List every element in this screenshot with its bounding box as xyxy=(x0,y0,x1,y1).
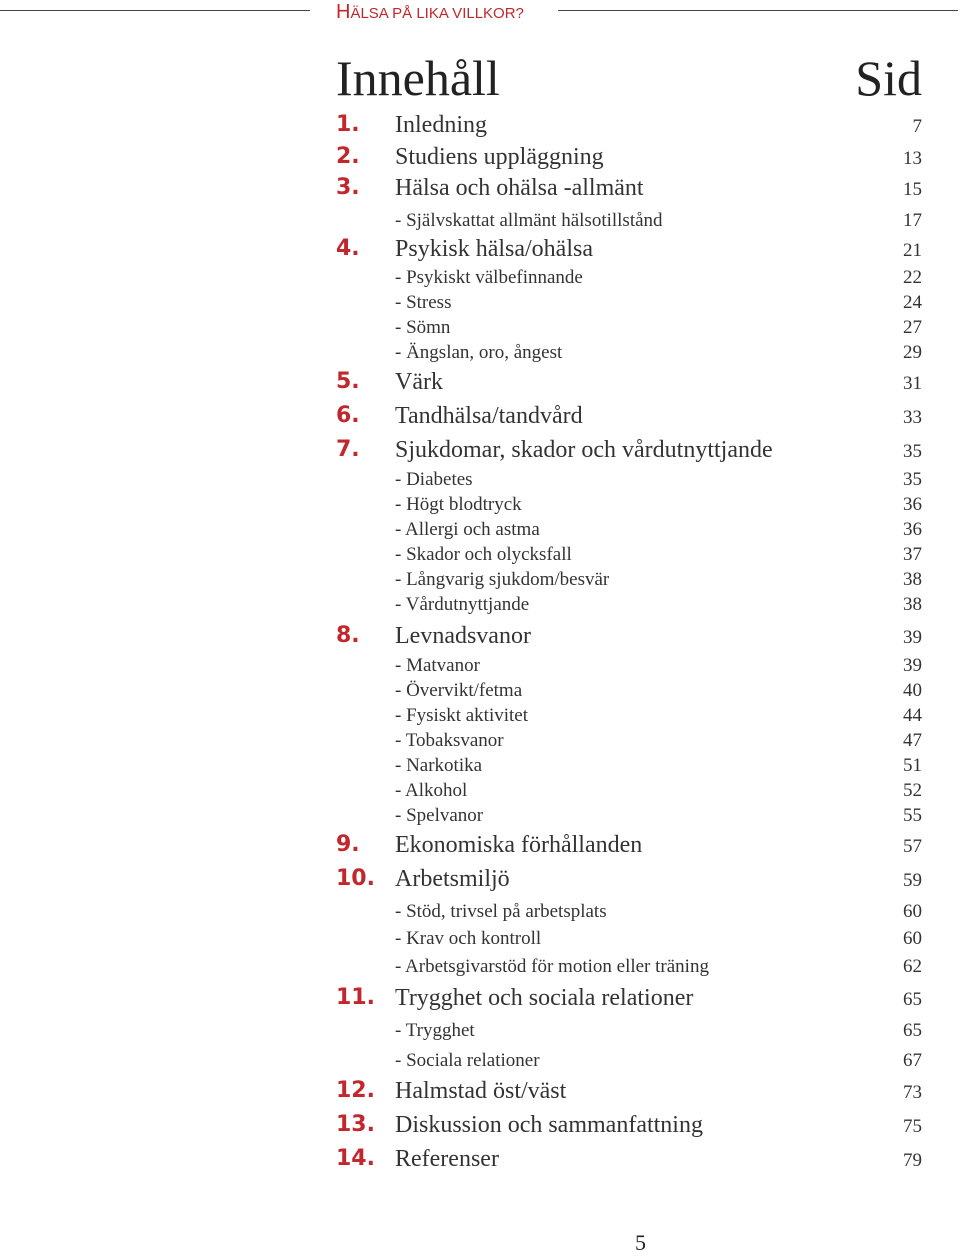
toc-entry-page: 35 xyxy=(903,469,922,490)
toc-entry-label: Värk xyxy=(395,369,443,395)
toc-entry-page: 59 xyxy=(903,870,922,891)
toc-subentry[interactable] xyxy=(0,924,960,954)
toc-entry[interactable] xyxy=(0,367,960,397)
toc-entry-number: 9. xyxy=(336,832,360,857)
toc-entry-page: 57 xyxy=(903,836,922,857)
toc-entry-number: 2. xyxy=(336,144,360,169)
toc-entry-page: 17 xyxy=(903,210,922,231)
toc-entry-page: 40 xyxy=(903,680,922,701)
toc-entry-label: Referenser xyxy=(395,1146,499,1172)
toc-entry-page: 22 xyxy=(903,267,922,288)
toc-entry-label: Diskussion och sammanfattning xyxy=(395,1112,703,1138)
toc-entry-label: - Spelvanor xyxy=(395,805,484,826)
toc-entry-label: - Högt blodtryck xyxy=(395,494,522,515)
toc-entry-label: - Psykiskt välbefinnande xyxy=(395,267,583,288)
toc-entry-label: - Trygghet xyxy=(395,1020,475,1041)
toc-entry-page: 36 xyxy=(903,494,922,515)
toc-entry-number: 6. xyxy=(336,403,360,428)
toc-entry-page: 51 xyxy=(903,755,922,776)
toc-entry-label: - Allergi och astma xyxy=(395,519,540,540)
toc-entry-label: - Ängslan, oro, ångest xyxy=(395,342,563,363)
header-rule-left xyxy=(0,10,310,11)
toc-subentry[interactable] xyxy=(0,1016,960,1046)
toc-entry[interactable] xyxy=(0,1110,960,1140)
toc-entry-label: - Långvarig sjukdom/besvär xyxy=(395,569,610,590)
toc-entry-number: 5. xyxy=(336,369,360,394)
toc-entry-number: 1. xyxy=(336,112,360,137)
toc-entry-label: - Krav och kontroll xyxy=(395,928,542,949)
toc-entry[interactable] xyxy=(0,435,960,465)
toc-entry-label: Tandhälsa/tandvård xyxy=(395,403,583,429)
toc-entry[interactable] xyxy=(0,830,960,860)
toc-entry-page: 75 xyxy=(903,1116,922,1137)
toc-entry-page: 33 xyxy=(903,407,922,428)
toc-entry-label: - Stöd, trivsel på arbetsplats xyxy=(395,901,607,922)
toc-entry-label: - Narkotika xyxy=(395,755,483,776)
toc-subentry[interactable] xyxy=(0,897,960,927)
toc-entry-page: 38 xyxy=(903,569,922,590)
toc-entry-number: 11. xyxy=(336,985,375,1010)
toc-entry[interactable] xyxy=(0,1144,960,1174)
toc-entry-label: - Tobaksvanor xyxy=(395,730,504,751)
toc-entry[interactable] xyxy=(0,234,960,264)
toc-entry-page: 47 xyxy=(903,730,922,751)
toc-entry[interactable] xyxy=(0,173,960,203)
toc-entry-page: 31 xyxy=(903,373,922,394)
toc-entry[interactable] xyxy=(0,864,960,894)
toc-entry-label: - Sömn xyxy=(395,317,451,338)
toc-subentry[interactable] xyxy=(0,206,960,236)
toc-subentry[interactable] xyxy=(0,952,960,982)
toc-entry[interactable] xyxy=(0,621,960,651)
toc-entry-number: 7. xyxy=(336,437,360,462)
toc-entry-page: 62 xyxy=(903,956,922,977)
toc-entry-page: 44 xyxy=(903,705,922,726)
toc-entry-number: 12. xyxy=(336,1078,375,1103)
toc-entry-label: Studiens uppläggning xyxy=(395,144,604,170)
toc-entry[interactable] xyxy=(0,983,960,1013)
toc-entry-label: - Arbetsgivarstöd för motion eller träning xyxy=(395,956,709,977)
toc-entry-page: 52 xyxy=(903,780,922,801)
toc-entry-label: - Stress xyxy=(395,292,452,313)
toc-entry-page: 7 xyxy=(912,116,922,137)
toc-heading: Innehåll xyxy=(336,50,500,106)
toc-entry-page: 35 xyxy=(903,441,922,462)
toc-entry-label: Ekonomiska förhållanden xyxy=(395,832,643,858)
toc-entry-label: Trygghet och sociala relationer xyxy=(395,985,694,1011)
toc-entry-label: - Skador och olycksfall xyxy=(395,544,572,565)
toc-entry-page: 65 xyxy=(903,989,922,1010)
toc-entry-number: 13. xyxy=(336,1112,375,1137)
toc-entry-page: 39 xyxy=(903,655,922,676)
toc-entry[interactable] xyxy=(0,1076,960,1106)
toc-entry-page: 65 xyxy=(903,1020,922,1041)
toc-entry-label: Arbetsmiljö xyxy=(395,866,510,892)
running-header-initial: H xyxy=(336,1,351,23)
toc-entry-page: 13 xyxy=(903,148,922,169)
toc-entry-page: 27 xyxy=(903,317,922,338)
header-rule-right xyxy=(558,10,958,11)
toc-entry-label: Hälsa och ohälsa -allmänt xyxy=(395,175,644,201)
toc-entry-label: - Diabetes xyxy=(395,469,473,490)
running-header-rest: ÄLSA PÅ LIKA VILLKOR? xyxy=(350,5,524,22)
toc-entry-page: 37 xyxy=(903,544,922,565)
toc-entry[interactable] xyxy=(0,110,960,140)
toc-entry-page: 24 xyxy=(903,292,922,313)
toc-entry-label: Inledning xyxy=(395,112,487,138)
toc-entry-label: - Sociala relationer xyxy=(395,1050,540,1071)
toc-entry-label: - Vårdutnyttjande xyxy=(395,594,530,615)
page-number: 5 xyxy=(635,1230,646,1255)
toc-entry-page: 15 xyxy=(903,179,922,200)
toc-entry-label: Halmstad öst/väst xyxy=(395,1078,567,1104)
toc-entry-page: 79 xyxy=(903,1150,922,1171)
toc-entry-label: - Självskattat allmänt hälsotillstånd xyxy=(395,210,663,231)
toc-entry-number: 8. xyxy=(336,623,360,648)
toc-entry-page: 55 xyxy=(903,805,922,826)
toc-subentry[interactable] xyxy=(0,338,960,368)
toc-entry-label: Levnadsvanor xyxy=(395,623,531,649)
toc-page-heading: Sid xyxy=(855,50,922,106)
toc-entry-label: Sjukdomar, skador och vårdutnyttjande xyxy=(395,437,773,463)
toc-entry[interactable] xyxy=(0,142,960,172)
toc-entry-label: - Övervikt/fetma xyxy=(395,680,523,701)
toc-subentry[interactable] xyxy=(0,590,960,620)
toc-entry-page: 21 xyxy=(903,240,922,261)
toc-entry[interactable] xyxy=(0,401,960,431)
toc-entry-number: 3. xyxy=(336,175,360,200)
toc-entry-number: 14. xyxy=(336,1146,375,1171)
toc-entry-page: 29 xyxy=(903,342,922,363)
toc-entry-label: - Matvanor xyxy=(395,655,480,676)
toc-entry-label: Psykisk hälsa/ohälsa xyxy=(395,236,593,262)
toc-entry-label: - Alkohol xyxy=(395,780,468,801)
toc-entry-page: 67 xyxy=(903,1050,922,1071)
toc-subentry[interactable] xyxy=(0,801,960,831)
running-header xyxy=(336,0,524,26)
toc-entry-number: 10. xyxy=(336,866,375,891)
toc-entry-page: 60 xyxy=(903,901,922,922)
toc-entry-label: - Fysiskt aktivitet xyxy=(395,705,528,726)
toc-entry-number: 4. xyxy=(336,236,360,261)
toc-entry-page: 36 xyxy=(903,519,922,540)
toc-entry-page: 39 xyxy=(903,627,922,648)
toc-entry-page: 38 xyxy=(903,594,922,615)
toc-entry-page: 73 xyxy=(903,1082,922,1103)
toc-entry-page: 60 xyxy=(903,928,922,949)
toc-subentry[interactable] xyxy=(0,1046,960,1076)
